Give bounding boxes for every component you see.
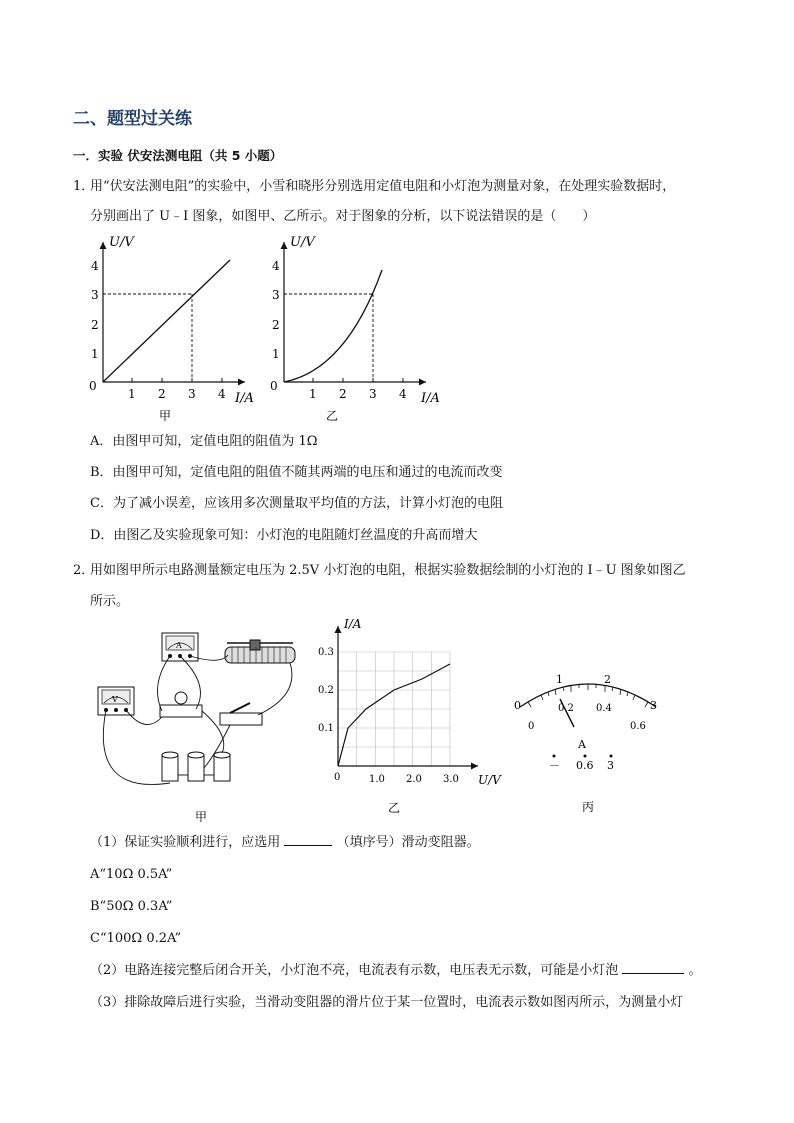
svg-text:1: 1 — [556, 673, 563, 686]
terminals — [549, 755, 614, 773]
option-c: C．为了减小误差，应该用多次测量取平均值的方法，计算小灯泡的电阻 — [90, 496, 503, 511]
x-axis-label: I/A — [235, 391, 254, 406]
svg-text:0.4: 0.4 — [596, 703, 612, 714]
option-b: B．由图甲可知，定值电阻的阻值不随其两端的电压和通过的电流而改变 — [90, 465, 503, 480]
graph-yi — [266, 230, 456, 425]
part-1: （1）保证实验顺利进行，应选用 （填序号）滑动变阻器。 — [90, 835, 480, 850]
x-ticks — [128, 387, 226, 401]
choice-b: B“50Ω 0.3A” — [90, 899, 173, 914]
svg-text:1: 1 — [91, 347, 99, 361]
svg-text:3: 3 — [272, 288, 280, 302]
svg-text:3: 3 — [607, 759, 614, 772]
svg-text:0: 0 — [514, 699, 521, 712]
x-axis-label: U/V — [478, 773, 501, 787]
svg-text:3: 3 — [188, 387, 196, 401]
circuit-figure — [90, 625, 310, 825]
question-2-text-line1: 用如图甲所示电路测量额定电压为 2.5V 小灯泡的电阻，根据实验数据绘制的小灯泡的 I﹣U 图象如图乙 — [90, 563, 686, 578]
graph-jia — [85, 230, 265, 425]
svg-text:A: A — [176, 641, 182, 650]
graph-caption: 乙 — [326, 409, 339, 423]
figure-caption: 丙 — [582, 800, 595, 814]
y-axis-label: U/V — [109, 235, 134, 250]
svg-text:4: 4 — [272, 259, 280, 273]
rheostat — [225, 640, 295, 663]
part-3: （3）排除故障后进行实验，当滑动变阻器的滑片位于某一位置时，电流表示数如图丙所示，为测量小灯 — [90, 995, 684, 1010]
x-axis-label: I/A — [421, 391, 440, 406]
origin-label: 0 — [334, 772, 341, 783]
svg-text:4: 4 — [399, 387, 407, 401]
svg-text:1.0: 1.0 — [369, 774, 385, 785]
svg-text:3: 3 — [369, 387, 377, 401]
svg-text:0.2: 0.2 — [318, 685, 334, 696]
choice-a: A“10Ω 0.5A” — [90, 867, 173, 882]
resistor-line — [103, 260, 230, 382]
svg-text:－: － — [549, 759, 560, 772]
svg-text:2: 2 — [158, 387, 166, 401]
x-ticks — [369, 774, 459, 785]
svg-text:2: 2 — [604, 673, 611, 686]
svg-text:0.1: 0.1 — [318, 723, 334, 734]
svg-text:0: 0 — [528, 721, 535, 732]
question-1-text-line1: 用“伏安法测电阻”的实验中，小雪和晓彤分别选用定值电阻和小灯泡为测量对象，在处理实验数据时， — [90, 179, 676, 194]
option-a: A．由图甲可知，定值电阻的阻值为 1Ω — [90, 434, 318, 449]
svg-text:0.6: 0.6 — [630, 721, 646, 732]
question-2-text-line2: 所示。 — [90, 594, 130, 609]
svg-text:4: 4 — [218, 387, 226, 401]
svg-text:1: 1 — [272, 347, 280, 361]
voltmeter — [98, 687, 134, 715]
option-d: D．由图乙及实验现象可知：小灯泡的电阻随灯丝温度的升高而增大 — [90, 528, 478, 543]
svg-text:3: 3 — [91, 288, 99, 302]
switch — [220, 703, 262, 725]
svg-text:0.2: 0.2 — [558, 703, 574, 714]
bulb — [160, 692, 202, 717]
svg-text:0.6: 0.6 — [576, 759, 594, 772]
svg-text:4: 4 — [91, 259, 99, 273]
bottom-scale — [528, 703, 646, 732]
section-title: 二、题型过关练 — [73, 109, 192, 129]
bulb-curve — [284, 270, 382, 382]
sub-section-title: 一．实验 伏安法测电阻（共 5 小题） — [73, 148, 283, 163]
iu-graph — [318, 612, 508, 827]
svg-text:3.0: 3.0 — [443, 774, 459, 785]
y-ticks — [318, 647, 334, 734]
y-ticks — [272, 259, 280, 361]
svg-text:1: 1 — [309, 387, 317, 401]
svg-text:V: V — [112, 695, 118, 704]
batteries — [162, 752, 230, 781]
answer-blank-2[interactable] — [622, 961, 684, 974]
figure-caption: 乙 — [388, 801, 401, 815]
question-1-number: 1． — [73, 179, 95, 194]
unit-label: A — [578, 738, 586, 751]
svg-text:2: 2 — [272, 318, 280, 332]
part-2: （2）电路连接完整后闭合开关，小灯泡不亮，电流表有示数，电压表无示数，可能是小灯泡 。 — [90, 963, 702, 978]
svg-text:2: 2 — [339, 387, 347, 401]
y-ticks — [91, 259, 99, 361]
question-1-text-line2: 分别画出了 U﹣I 图象，如图甲、乙所示。对于图象的分析，以下说法错误的是（ ） — [90, 209, 596, 224]
answer-blank-1[interactable] — [284, 833, 332, 846]
svg-text:1: 1 — [128, 387, 136, 401]
y-axis-label: U/V — [290, 235, 315, 250]
origin-label: 0 — [270, 379, 278, 393]
graph-caption: 甲 — [159, 409, 172, 423]
question-2-number: 2． — [73, 563, 95, 578]
ammeter-dial — [508, 665, 668, 820]
top-scale — [514, 673, 657, 712]
svg-text:2: 2 — [91, 318, 99, 332]
y-axis-label: I/A — [344, 617, 362, 631]
origin-label: 0 — [89, 379, 97, 393]
dial-ticks — [528, 684, 648, 707]
svg-text:0.3: 0.3 — [318, 647, 334, 658]
choice-c: C“100Ω 0.2A” — [90, 931, 182, 946]
grid — [338, 652, 450, 766]
x-ticks — [309, 387, 407, 401]
svg-text:2.0: 2.0 — [406, 774, 422, 785]
svg-text:3: 3 — [650, 699, 657, 712]
figure-caption: 甲 — [195, 810, 208, 824]
